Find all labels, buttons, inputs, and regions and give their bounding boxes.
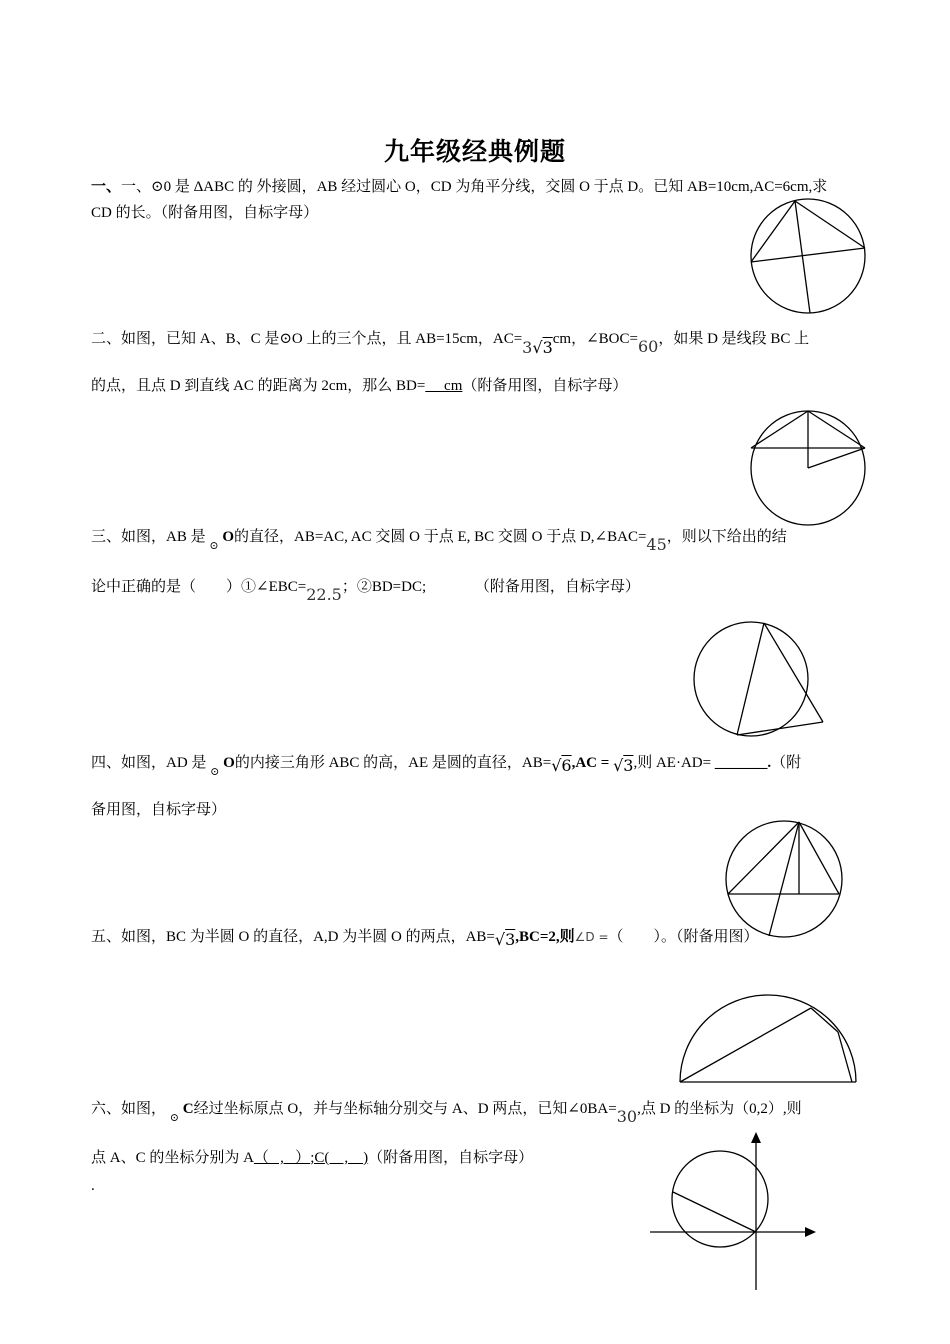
q4-sqrt-sign-2: √: [613, 756, 624, 775]
q2-line2-b: （附备用图，自标字母）: [462, 378, 628, 394]
q5-line-1: [91, 926, 759, 947]
q6-angle: 30: [616, 1107, 638, 1126]
q5-text-a: 五、如图，BC 为半圆 O 的直径，A,D 为半圆 O 的两点，AB=: [91, 929, 495, 945]
q2-figure: [748, 408, 868, 528]
q5-text-c: （ ）。（附备用图）: [608, 929, 759, 945]
q6-line-2: [91, 1148, 533, 1168]
q6-c-blank: ( , ): [324, 1150, 369, 1166]
q5-angle-d: ∠D =: [574, 930, 609, 944]
q2-answer-blank: cm: [425, 378, 463, 394]
q3-text-b: 的直径，AB=AC, AC 交圆 O 于点 E, BC 交圆 O 于点 D,∠BAC=: [233, 529, 647, 545]
q1-segment-ac: [751, 201, 795, 262]
q6-text-c: ,点 D 的坐标为（0,2）,则: [637, 1101, 802, 1117]
q2-text-c: ，如果 D 是线段 BC 上: [658, 331, 810, 347]
q1-figure: [748, 196, 868, 316]
q4-ac-rad: 3: [623, 756, 634, 775]
q6-figure: [648, 1130, 820, 1292]
q5-ab-value: [495, 930, 515, 949]
q6-text-b: 经过坐标原点 O，并与坐标轴分别交与 A、D 两点，已知∠0BA=: [193, 1101, 617, 1117]
q6-line2-b: （附备用图，自标字母）: [368, 1150, 534, 1166]
q4-sqrt-sign-1: √: [551, 756, 562, 775]
q2-segment-1: [751, 411, 808, 448]
q4-line-2: 备用图，自标字母）: [91, 802, 227, 818]
q3-line-2: [91, 576, 640, 604]
q5-sqrt-sign: √: [494, 930, 506, 949]
q1-number: 一、: [91, 179, 122, 195]
q4-text-b: 的内接三角形 ABC 的高，AE 是圆的直径，AB=: [234, 755, 552, 771]
q3-line-1: [91, 526, 787, 554]
q2-text-a: 二、如图，已知 A、B、C 是⊙O 上的三个点，且 AB=15cm，AC=: [91, 331, 523, 347]
q3-text-a: 三、如图，AB 是: [91, 529, 206, 545]
q4-text-a: 四、如图，AD 是: [91, 755, 207, 771]
q2-segment-2: [808, 411, 865, 448]
q6-segment-ad: [673, 1192, 756, 1232]
q2-line-2: [91, 376, 627, 396]
q4-text-d: （附: [771, 755, 802, 771]
q2-angle: 60: [637, 337, 659, 356]
q4-ab-rad: 6: [561, 756, 572, 775]
q4-segment-ab: [728, 822, 799, 894]
q3-circle-o: O: [222, 529, 234, 545]
q5-text-b: ,BC=2,则: [515, 929, 575, 945]
q6-separator: ;C: [310, 1150, 325, 1166]
q3-segment-bc: [737, 722, 823, 735]
x-axis-arrow-icon: [805, 1227, 816, 1237]
q2-ac-rad: 3: [542, 338, 553, 357]
q5-ab-rad: 3: [505, 930, 516, 949]
q6-line-1: [91, 1098, 802, 1126]
q2-line2-a: 的点，且点 D 到直线 AC 的距离为 2cm，那么 BD=: [91, 378, 426, 394]
q2-sqrt-sign: √: [532, 338, 543, 357]
q1-line-2: CD 的长。（附备用图，自标字母）: [91, 205, 319, 221]
q5-segment-ad: [811, 1008, 838, 1032]
q4-circle-o: O: [223, 755, 235, 771]
circle-symbol-icon: ⊙: [210, 766, 220, 778]
q1-line-1: [91, 177, 827, 197]
q2-text-b: cm，∠BOC=: [552, 331, 638, 347]
page-title: 九年级经典例题: [383, 139, 566, 166]
circle-symbol-icon: ⊙: [169, 1112, 179, 1124]
y-axis-arrow-icon: [751, 1132, 761, 1143]
q2-ac-coef: 3: [522, 338, 533, 357]
q4-ab-value: [551, 756, 571, 775]
q6-line2-a: 点 A、C 的坐标分别为 A: [91, 1150, 254, 1166]
q2-segment-3: [808, 448, 865, 468]
q3-line2-b: ；②BD=DC; （附备用图，自标字母）: [341, 579, 640, 595]
q2-line-1: [91, 328, 810, 357]
q3-segment-ac: [764, 623, 823, 722]
q2-ac-value: [522, 338, 553, 357]
q4-ac-value: [613, 756, 633, 775]
q4-line-1: [91, 752, 802, 778]
q4-ac-label: ,AC =: [571, 755, 610, 771]
q6-trailing-dot: .: [91, 1178, 95, 1194]
q3-figure: [692, 620, 827, 740]
q1-segment-ab: [751, 248, 865, 262]
q5-figure: [678, 994, 860, 1086]
q5-segment-ba: [680, 1008, 811, 1082]
circle-symbol-icon: ⊙: [209, 540, 219, 552]
q4-answer-blank: _______.: [714, 755, 772, 771]
q3-angle-2: 22.5: [306, 585, 342, 604]
q3-text-c: ，则以下给出的结: [666, 529, 787, 545]
q1-text-1: 一、⊙0 是 ΔABC 的 外接圆，AB 经过圆心 O，CD 为角平分线，交圆 O 于点 D。已知 AB=10cm,AC=6cm,求: [121, 179, 828, 195]
q6-text-a: 六、如图，: [91, 1101, 167, 1117]
q4-text-c: ,则 AE·AD=: [633, 755, 712, 771]
q6-circle-c: C: [182, 1101, 194, 1117]
q1-segment-bc: [795, 201, 865, 248]
q4-figure: [724, 818, 846, 940]
q4-diameter-ae: [769, 822, 799, 936]
q1-segment-cd: [795, 201, 810, 313]
q5-semicircle: [680, 995, 856, 1082]
q6-a-blank: （ , ）: [253, 1150, 311, 1166]
q3-line2-a: 论中正确的是（ ）①∠EBC=: [91, 579, 307, 595]
q3-segment-ab: [737, 623, 764, 735]
q3-angle: 45: [646, 535, 667, 554]
